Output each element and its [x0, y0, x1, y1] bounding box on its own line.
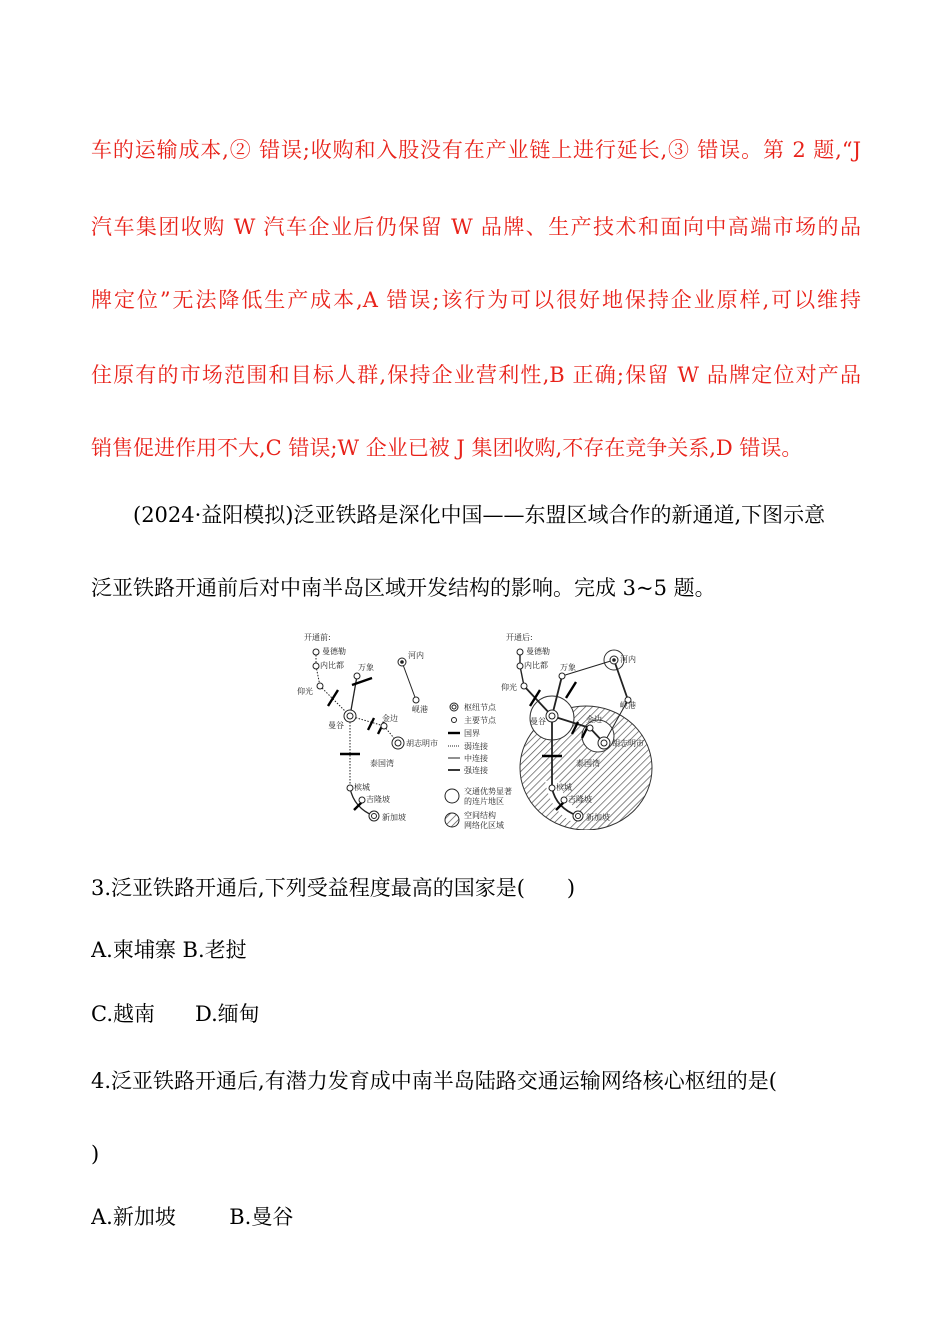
intro-line-1: (2024·益阳模拟)泛亚铁路是深化中国——东盟区域合作的新通道,下图示意 [133, 503, 826, 527]
legend-node: 主要节点 [464, 716, 496, 725]
after-label-naypyidaw: 内比都 [524, 661, 548, 670]
legend-hub-icon [450, 703, 458, 711]
question-3-stem: 3.泛亚铁路开通后,下列受益程度最高的国家是( ) [91, 876, 576, 900]
after-label-kl: 吉隆坡 [568, 795, 592, 804]
after-label-penang: 槟城 [556, 783, 572, 792]
explanation-line-5: 销售促进作用不大,C 错误;W 企业已被 J 集团收购,不存在竞争关系,D 错误。 [91, 436, 803, 460]
explanation-line-3: 牌定位”无法降低生产成本,A 错误;该行为可以很好地保持企业原样,可以维持 [91, 288, 861, 312]
after-label-singapore: 新加坡 [586, 813, 610, 822]
legend-area-2: 的连片地区 [464, 797, 504, 806]
explanation-line-2: 汽车集团收购 W 汽车企业后仍保留 W 品牌、生产技术和面向中高端市场的品 [91, 215, 861, 239]
legend-strong: 强连接 [464, 766, 488, 775]
legend-weak: 弱连接 [464, 742, 488, 751]
label-gulf: 泰国湾 [370, 759, 394, 768]
legend-network-2: 网络化区域 [464, 821, 504, 830]
after-label-vientiane: 万象 [560, 663, 576, 672]
legend-area-icon [445, 789, 459, 803]
label-kl: 吉隆坡 [366, 795, 390, 804]
after-title: 开通后: [506, 633, 533, 642]
after-label-mandalay: 曼德勒 [526, 647, 550, 656]
map-before [297, 632, 438, 822]
legend-node-icon [452, 718, 457, 723]
question-3-options-ab: A.柬埔寨 B.老挝 [91, 938, 247, 962]
label-danang: 岘港 [412, 705, 428, 714]
label-hcmc: 胡志明市 [406, 739, 438, 748]
after-label-gulf: 泰国湾 [576, 759, 600, 768]
question-4-stem: 4.泛亚铁路开通后,有潜力发育成中南半岛陆路交通运输网络核心枢纽的是( [91, 1069, 777, 1093]
label-hanoi: 河内 [408, 651, 424, 660]
legend-hub: 枢纽节点 [464, 703, 496, 712]
legend-medium: 中连接 [464, 754, 488, 763]
label-mandalay: 曼德勒 [322, 647, 346, 656]
legend-area-1: 交通优势显著 [464, 787, 512, 796]
explanation-line-1: 车的运输成本,② 错误;收购和入股没有在产业链上进行延长,③ 错误。第 2 题,“J [91, 138, 861, 162]
after-label-bangkok: 曼谷 [530, 717, 546, 726]
legend [445, 702, 512, 830]
question-4-options-ab: A.新加坡 B.曼谷 [91, 1205, 294, 1229]
label-singapore: 新加坡 [382, 813, 406, 822]
after-label-hanoi: 河内 [620, 655, 636, 664]
explanation-line-4: 住原有的市场范围和目标人群,保持企业营利性,B 正确;保留 W 品牌定位对产品 [91, 363, 861, 387]
map-after [501, 632, 652, 830]
label-naypyidaw: 内比都 [320, 661, 344, 670]
label-yangon: 仰光 [297, 687, 313, 696]
label-penang: 槟城 [354, 783, 370, 792]
before-title: 开通前: [304, 633, 331, 642]
railway-map-figure [294, 630, 664, 830]
intro-line-2: 泛亚铁路开通前后对中南半岛区域开发结构的影响。完成 3~5 题。 [91, 576, 716, 600]
legend-border: 国界 [464, 729, 480, 738]
question-4-stem-cont: ) [91, 1142, 100, 1166]
question-3-options-cd: C.越南 D.缅甸 [91, 1002, 260, 1026]
legend-network-1: 空间结构 [464, 811, 496, 820]
after-label-hcmc: 胡志明市 [612, 739, 644, 748]
label-bangkok: 曼谷 [328, 721, 344, 730]
after-label-phnompenh: 金边 [586, 715, 602, 724]
legend-network-icon [445, 813, 459, 827]
after-label-yangon: 仰光 [501, 683, 517, 692]
label-vientiane: 万象 [358, 663, 374, 672]
label-phnompenh: 金边 [382, 714, 398, 723]
after-label-danang: 岘港 [620, 701, 636, 710]
